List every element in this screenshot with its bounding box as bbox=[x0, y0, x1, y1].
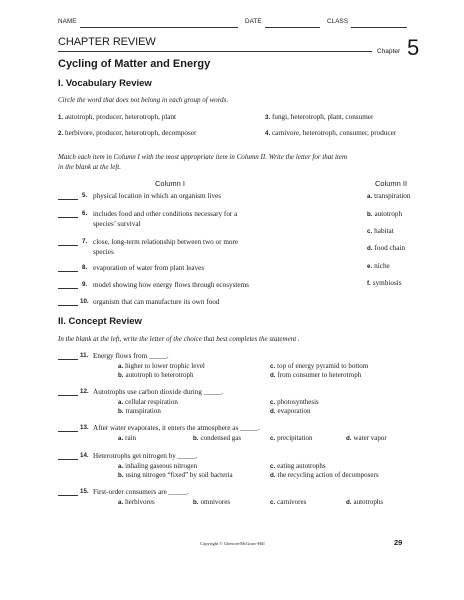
column2-item-e bbox=[367, 262, 390, 270]
question-number-14: 14. bbox=[80, 452, 89, 459]
page-title: Cycling of Matter and Energy bbox=[58, 58, 211, 70]
item-number: 4. bbox=[265, 130, 271, 137]
column1-item-8: evaporation of water from plant leaves bbox=[93, 264, 205, 272]
option-letter: d. bbox=[270, 408, 276, 415]
circle-item-1[interactable] bbox=[58, 113, 176, 121]
answer-blank-15[interactable] bbox=[58, 495, 78, 496]
q15-option-b[interactable] bbox=[193, 498, 230, 506]
circle-item-2[interactable] bbox=[58, 129, 196, 137]
question-number-12: 12. bbox=[80, 388, 89, 395]
answer-blank-10[interactable] bbox=[58, 305, 78, 306]
option-letter: d. bbox=[346, 435, 352, 442]
option-text: herbivores bbox=[125, 498, 155, 506]
column1-item-7-cont: species bbox=[93, 248, 114, 256]
q15-option-a[interactable] bbox=[118, 498, 155, 506]
date-blank[interactable] bbox=[265, 27, 320, 28]
option-letter: c. bbox=[270, 499, 276, 506]
answer-blank-7[interactable] bbox=[58, 245, 78, 246]
option-text: autotroph to heterotroph bbox=[125, 371, 194, 379]
column2-item-b bbox=[367, 210, 402, 218]
option-letter: d. bbox=[270, 472, 276, 479]
option-letter: f. bbox=[367, 280, 371, 287]
column1-item-7: close, long-term relationship between two or more bbox=[93, 238, 239, 246]
circle-item-3[interactable] bbox=[265, 113, 373, 121]
option-letter: a. bbox=[367, 193, 373, 200]
question-stem-14: Heterotrophs get nitrogen by _____. bbox=[93, 452, 198, 460]
q13-option-c[interactable] bbox=[270, 434, 313, 442]
option-letter: a. bbox=[118, 399, 124, 406]
q11-option-c[interactable] bbox=[270, 362, 368, 370]
column2-header: Column II bbox=[375, 179, 408, 188]
question-stem-13: After water evaporates, it enters the atmosphere as _____. bbox=[93, 424, 260, 432]
circle-item-4[interactable] bbox=[265, 129, 396, 137]
q14-option-c[interactable] bbox=[270, 462, 326, 470]
q12-option-b[interactable] bbox=[118, 407, 161, 415]
copyright-text: Copyright © Glencoe/McGraw-Hill bbox=[200, 541, 265, 546]
option-letter: a. bbox=[118, 463, 124, 470]
section1-heading: I. Vocabulary Review bbox=[58, 78, 152, 89]
section2-instructions: In the blank at the left, write the letter of the choice that best completes the statement . bbox=[58, 335, 300, 343]
item-number-7: 7. bbox=[82, 238, 88, 245]
answer-blank-13[interactable] bbox=[58, 431, 78, 432]
item-number: 3. bbox=[265, 114, 271, 121]
option-text: precipitation bbox=[277, 434, 313, 442]
name-blank[interactable] bbox=[80, 27, 238, 28]
answer-blank-11[interactable] bbox=[58, 359, 78, 360]
item-text: autotroph, producer, heterotroph, plant bbox=[64, 113, 177, 121]
q13-option-b[interactable] bbox=[193, 434, 241, 442]
option-text: autotroph bbox=[374, 210, 403, 218]
answer-blank-12[interactable] bbox=[58, 395, 78, 396]
class-label: CLASS bbox=[327, 18, 349, 25]
option-text: using nitrogen “fixed” by soil bacteria bbox=[125, 471, 233, 479]
option-text: photosynthesis bbox=[277, 398, 319, 406]
option-text: the recycling action of decomposers bbox=[277, 471, 379, 479]
option-text: carnivores bbox=[277, 498, 307, 506]
column2-item-f bbox=[367, 279, 402, 287]
item-number: 1. bbox=[58, 114, 64, 121]
class-blank[interactable] bbox=[351, 27, 407, 28]
item-number-5: 5. bbox=[82, 192, 88, 199]
option-letter: d. bbox=[367, 245, 373, 252]
option-letter: b. bbox=[118, 472, 124, 479]
q14-option-b[interactable] bbox=[118, 471, 233, 479]
q12-option-d[interactable] bbox=[270, 407, 311, 415]
column2-item-d bbox=[367, 244, 405, 252]
option-letter: c. bbox=[367, 228, 373, 235]
option-text: symbiosis bbox=[372, 279, 402, 287]
answer-blank-5[interactable] bbox=[58, 199, 78, 200]
option-text: niche bbox=[374, 262, 390, 270]
option-text: top of energy pyramid to bottom bbox=[277, 362, 369, 370]
option-text: rain bbox=[125, 434, 137, 442]
answer-blank-14[interactable] bbox=[58, 459, 78, 460]
answer-blank-8[interactable] bbox=[58, 271, 78, 272]
option-letter: c. bbox=[270, 435, 276, 442]
item-number-8: 8. bbox=[82, 264, 88, 271]
item-text: carnivore, heterotroph, consumer, producer bbox=[271, 129, 397, 137]
option-letter: a. bbox=[118, 363, 124, 370]
option-text: omnivores bbox=[200, 498, 231, 506]
question-stem-11: Energy flows from _____. bbox=[93, 352, 169, 360]
section1-instructions-match-line1: Match each item in Column I with the most appropriate item in Column II. Write the letter for that item bbox=[58, 153, 348, 161]
q12-option-c[interactable] bbox=[270, 398, 319, 406]
column1-item-9: model showing how energy flows through ecosystems bbox=[93, 281, 249, 289]
page-number: 29 bbox=[394, 538, 403, 547]
q13-option-a[interactable] bbox=[118, 434, 136, 442]
option-letter: e. bbox=[367, 263, 373, 270]
q12-option-a[interactable] bbox=[118, 398, 178, 406]
option-letter: d. bbox=[270, 372, 276, 379]
option-letter: b. bbox=[193, 435, 199, 442]
column1-header: Column I bbox=[155, 179, 186, 188]
option-text: water vapor bbox=[353, 434, 387, 442]
option-text: evaporation bbox=[277, 407, 311, 415]
option-text: from consumer to heterotroph bbox=[277, 371, 362, 379]
option-letter: b. bbox=[193, 499, 199, 506]
option-text: condensed gas bbox=[200, 434, 242, 442]
q14-option-a[interactable] bbox=[118, 462, 197, 470]
q13-option-d[interactable] bbox=[346, 434, 387, 442]
chapter-review-rule bbox=[58, 51, 372, 52]
option-letter: b. bbox=[118, 408, 124, 415]
item-text: herbivore, producer, heterotroph, decomposer bbox=[64, 129, 197, 137]
column2-item-a bbox=[367, 192, 411, 200]
option-text: food chain bbox=[374, 244, 406, 252]
question-stem-15: First-order consumers are _____. bbox=[93, 488, 189, 496]
column2-item-c bbox=[367, 227, 394, 235]
q11-option-a[interactable] bbox=[118, 362, 205, 370]
q11-option-d[interactable] bbox=[270, 371, 361, 379]
item-number-6: 6. bbox=[82, 210, 88, 217]
q11-option-b[interactable] bbox=[118, 371, 194, 379]
q15-option-c[interactable] bbox=[270, 498, 306, 506]
question-number-13: 13. bbox=[80, 424, 89, 431]
option-text: transpiration bbox=[374, 192, 411, 200]
option-letter: c. bbox=[270, 463, 276, 470]
option-letter: c. bbox=[270, 399, 276, 406]
option-text: habitat bbox=[374, 227, 394, 235]
option-letter: c. bbox=[270, 363, 276, 370]
option-letter: a. bbox=[118, 499, 124, 506]
column1-item-6: includes food and other conditions necessary for a bbox=[93, 210, 238, 218]
column1-item-6-cont: species’ survival bbox=[93, 220, 141, 228]
option-letter: b. bbox=[118, 372, 124, 379]
item-number: 2. bbox=[58, 130, 64, 137]
answer-blank-6[interactable] bbox=[58, 217, 78, 218]
question-number-15: 15. bbox=[80, 488, 89, 495]
item-text: fungi, heterotroph, plant, consumer bbox=[271, 113, 374, 121]
option-text: transpiration bbox=[125, 407, 161, 415]
item-number-9: 9. bbox=[82, 281, 88, 288]
option-letter: b. bbox=[367, 211, 373, 218]
q14-option-d[interactable] bbox=[270, 471, 379, 479]
option-text: cellular respiration bbox=[125, 398, 178, 406]
question-number-11: 11. bbox=[80, 352, 89, 359]
option-text: autotrophs bbox=[353, 498, 384, 506]
date-label: DATE bbox=[245, 18, 262, 25]
chapter-review-label: CHAPTER REVIEW bbox=[58, 36, 156, 48]
chapter-number: 5 bbox=[407, 35, 420, 60]
chapter-word: Chapter bbox=[377, 48, 401, 55]
section2-heading: II. Concept Review bbox=[58, 316, 142, 327]
column1-item-5: physical location in which an organism lives bbox=[93, 192, 222, 200]
column1-item-10: organism that can manufacture its own food bbox=[93, 298, 220, 306]
section1-instructions-match-line2: in the blank at the left. bbox=[58, 163, 121, 171]
option-text: inhaling gaseous nitrogen bbox=[125, 462, 198, 470]
name-label: NAME bbox=[58, 18, 77, 25]
option-letter: d. bbox=[346, 499, 352, 506]
item-number-10: 10. bbox=[80, 298, 89, 305]
option-text: higher to lower trophic level bbox=[125, 362, 205, 370]
q15-option-d[interactable] bbox=[346, 498, 383, 506]
question-stem-12: Autotrophs use carbon dioxide during _____. bbox=[93, 388, 224, 396]
section1-instructions-circle: Circle the word that does not belong in each group of words. bbox=[58, 96, 229, 104]
option-letter: a. bbox=[118, 435, 124, 442]
option-text: eating autotrophs bbox=[277, 462, 326, 470]
answer-blank-9[interactable] bbox=[58, 288, 78, 289]
